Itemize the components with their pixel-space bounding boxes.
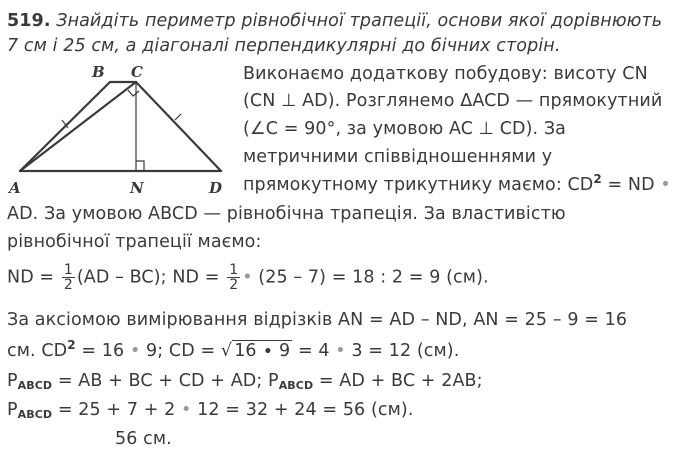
label-d: D xyxy=(209,179,223,197)
problem-text: Знайдіть периметр рівнобічної трапеції, основи якої дорівнюють xyxy=(56,11,663,31)
trapezoid-figure xyxy=(0,0,240,200)
square-root: √ 16 ∙ 9 xyxy=(220,341,291,361)
solution-formula-cd: см. $CD^2 = 16$ • 9; CD = √ 16 ∙ 9 = 4 • 3 = 12 (см). xyxy=(7,338,460,361)
side-ab xyxy=(20,82,110,171)
side-cd xyxy=(136,82,221,171)
diagonal-ac xyxy=(20,82,136,171)
tick-mark xyxy=(175,114,181,120)
solution-line: (CN ⊥ AD). Розглянемо ΔACD — прямокутний xyxy=(243,91,663,111)
solution-line: (∠C = 90°, за умовою AC ⊥ CD). За xyxy=(243,119,566,139)
solution-line: Виконаємо додаткову побудову: висоту CN xyxy=(243,64,648,84)
label-n: N xyxy=(130,179,144,197)
right-angle-n xyxy=(136,161,144,171)
solution-line: AD. За умовою ABCD — рівнобічна трапеція. За властивістю xyxy=(7,204,566,224)
solution-line: прямокутному трикутнику маємо: $CD^2$ = ND • xyxy=(243,172,671,195)
solution-line: метричними співвідношеннями у xyxy=(243,147,553,167)
solution-formula-nd: ND = $\frac{1}{2}$ (AD – BC); ND = $\frac{1}{2}$ • (25 – 7) = 18 : 2 = 9 (см). xyxy=(7,262,489,293)
answer: 56 см. xyxy=(115,429,172,449)
fraction: $\frac{1}{2}$ xyxy=(229,262,239,293)
label-c: C xyxy=(131,63,143,81)
solution-formula-perimeter: PABCD = AB + BC + CD + AD; PABCD = AD + BC + 2AB; xyxy=(7,371,483,392)
solution-line: За аксіомою вимірювання відрізків AN = AD – ND, AN = 25 – 9 = 16 xyxy=(7,310,628,330)
right-angle-c xyxy=(128,90,139,96)
solution-line: рівнобічної трапеції маємо: xyxy=(7,232,262,252)
label-a: A xyxy=(9,179,21,197)
solution-formula-result: PABCD = 25 + 7 + 2 • 12 = 32 + 24 = 56 (см). xyxy=(7,400,414,421)
fraction: $\frac{1}{2}$ xyxy=(63,262,73,293)
problem-number: 519. xyxy=(7,11,51,31)
label-b: B xyxy=(92,63,105,81)
problem-text: 7 см і 25 см, а діагоналі перпендикулярні до бічних сторін. xyxy=(7,36,561,56)
